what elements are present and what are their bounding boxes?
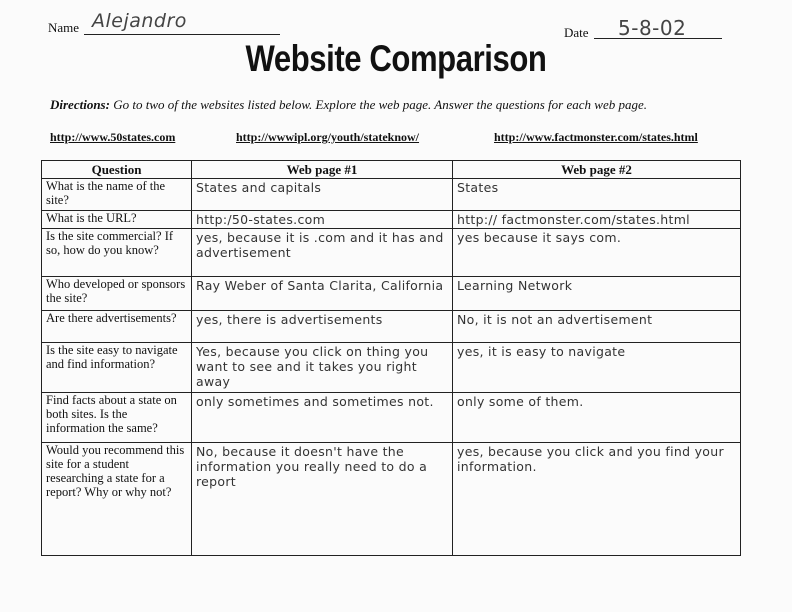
directions-label: Directions: xyxy=(50,97,110,112)
answer-cell-web-page-2[interactable]: only some of them. xyxy=(453,393,741,443)
table-row xyxy=(42,229,741,277)
answer-cell-web-page-2[interactable]: yes because it says com. xyxy=(453,229,741,277)
table-row xyxy=(42,311,741,343)
table-row xyxy=(42,277,741,311)
question-cell: Would you recommend this site for a student researching a state for a report? Why or why not? xyxy=(42,443,192,556)
answer-cell-web-page-2[interactable]: http:// factmonster.com/states.html xyxy=(453,211,741,229)
table-row xyxy=(42,443,741,556)
url-link-2[interactable]: http://wwwipl.org/youth/stateknow/ xyxy=(236,130,420,144)
answer-cell-web-page-2[interactable]: Learning Network xyxy=(453,277,741,311)
question-cell: Who developed or sponsors the site? xyxy=(42,277,192,311)
comparison-table xyxy=(41,160,741,556)
answer-cell-web-page-1[interactable]: No, because it doesn't have the information you really need to do a report xyxy=(192,443,453,556)
answer-cell-web-page-2[interactable]: yes, it is easy to navigate xyxy=(453,343,741,393)
directions-text: Go to two of the websites listed below. Explore the web page. Answer the questions for each web page. xyxy=(113,97,647,112)
question-cell: What is the URL? xyxy=(42,211,192,229)
question-cell: What is the name of the site? xyxy=(42,179,192,211)
table-row xyxy=(42,179,741,211)
answer-cell-web-page-1[interactable]: Ray Weber of Santa Clarita, California xyxy=(192,277,453,311)
question-cell: Is the site easy to navigate and find information? xyxy=(42,343,192,393)
table-row xyxy=(42,393,741,443)
answer-cell-web-page-1[interactable]: yes, there is advertisements xyxy=(192,311,453,343)
question-cell: Are there advertisements? xyxy=(42,311,192,343)
answer-cell-web-page-1[interactable]: http:/50-states.com xyxy=(192,211,453,229)
name-underline xyxy=(84,34,280,35)
answer-cell-web-page-1[interactable]: yes, because it is .com and it has and advertisement xyxy=(192,229,453,277)
directions xyxy=(50,97,770,113)
answer-cell-web-page-1[interactable]: States and capitals xyxy=(192,179,453,211)
answer-cell-web-page-1[interactable]: only sometimes and sometimes not. xyxy=(192,393,453,443)
table-row xyxy=(42,211,741,229)
table-row xyxy=(42,343,741,393)
url-link-1[interactable]: http://www.50states.com xyxy=(50,130,176,144)
url-link-3[interactable]: http://www.factmonster.com/states.html xyxy=(494,130,698,144)
question-cell: Find facts about a state on both sites. Is the information the same? xyxy=(42,393,192,443)
answer-cell-web-page-1[interactable]: Yes, because you click on thing you want to see and it takes you right away xyxy=(192,343,453,393)
answer-cell-web-page-2[interactable]: yes, because you click and you find your information. xyxy=(453,443,741,556)
answer-cell-web-page-2[interactable]: No, it is not an advertisement xyxy=(453,311,741,343)
question-cell: Is the site commercial? If so, how do you know? xyxy=(42,229,192,277)
header-web-page-1: Web page #1 xyxy=(192,161,453,179)
date-label: Date xyxy=(564,25,589,40)
table-header-row xyxy=(42,161,741,179)
date-value: 5-8-02 xyxy=(618,16,687,40)
answer-cell-web-page-2[interactable]: States xyxy=(453,179,741,211)
name-label: Name xyxy=(48,20,80,35)
header-web-page-2: Web page #2 xyxy=(453,161,741,179)
page-title: Website Comparison xyxy=(245,38,547,79)
header-question: Question xyxy=(42,161,192,179)
name-value: Alejandro xyxy=(92,10,187,32)
